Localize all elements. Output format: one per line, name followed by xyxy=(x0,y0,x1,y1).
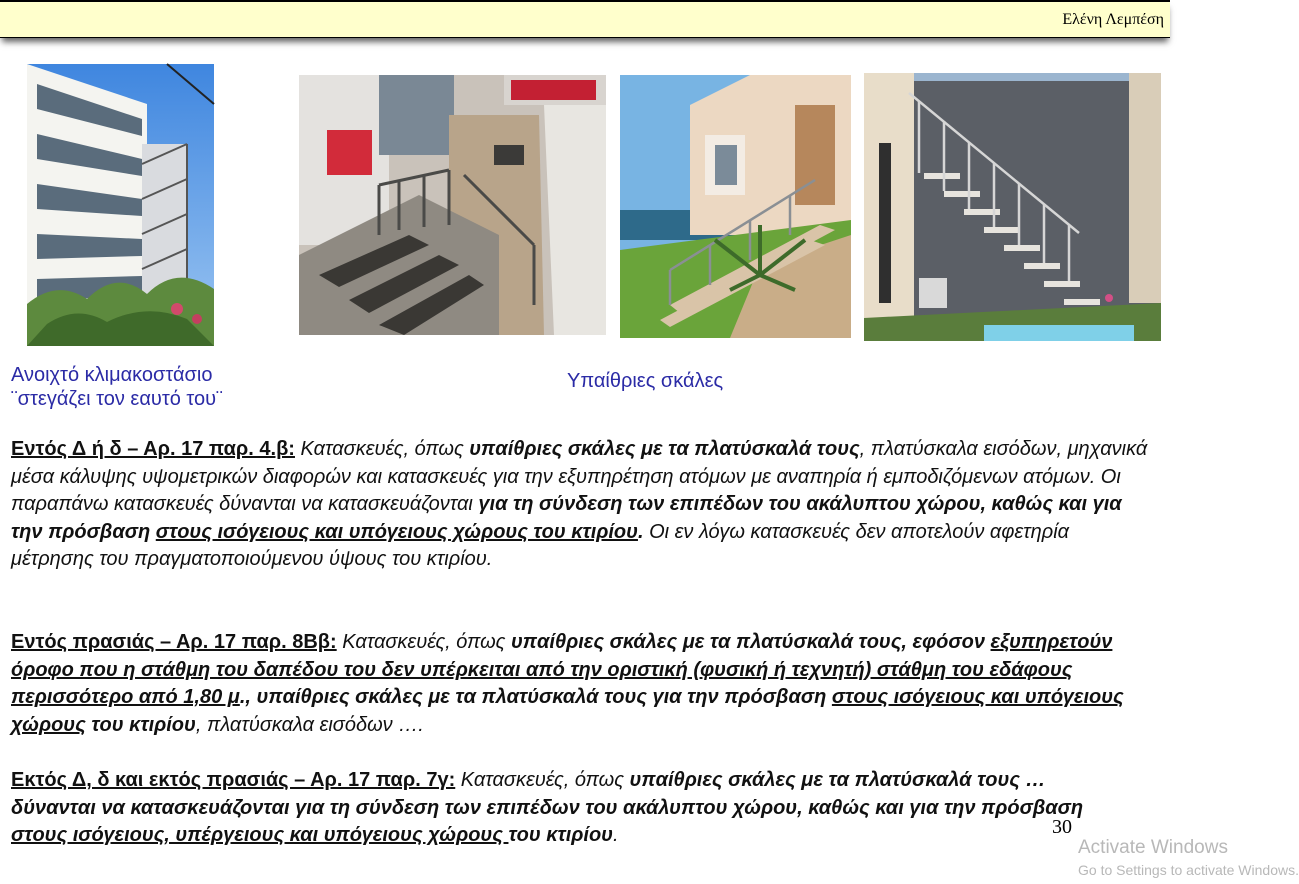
bold-text-run: υπαίθριες σκάλες με τα πλατύσκαλά τους xyxy=(469,438,860,460)
bold-text-run: του κτιρίου xyxy=(508,824,613,846)
text-run: Οι εν λόγω κατασκευές δεν αποτελούν αφετηρία μέτρησης του πραγματοποιούμενου ύψους του κτιρίου. xyxy=(11,520,1070,570)
bold-text-run: υπαίθριες σκάλες με τα πλατύσκαλά τους, εφόσον xyxy=(510,631,991,653)
text-run: , πλατύσκαλα εισόδων …. xyxy=(195,713,424,736)
paragraph-zone-d xyxy=(11,436,1151,574)
header-bar xyxy=(0,0,1170,38)
activation-watermark xyxy=(1078,836,1299,880)
underlined-text-run: στους ισόγειους, υπέργειους και υπόγειους χώρους xyxy=(11,824,509,846)
text-run: Κατασκευές, όπως xyxy=(336,631,511,653)
text-run: . xyxy=(613,824,619,846)
paragraph-outside-zone xyxy=(11,767,1131,850)
author-name: Ελένη Λεμπέση xyxy=(1062,11,1164,28)
text-run: , πλατύσκαλα εισόδων, μηχανικά μέσα κάλυψης υψομετρικών διαφορών και κατασκευές για την εξυπηρέτηση ατόμων με αναπηρία ή εμποδιζόμενων ατόμων. Οι παραπάνω κατασκευές δύνανται να κατασκευάζονται xyxy=(11,438,1148,515)
text-run: Κατασκευές, όπως xyxy=(294,438,470,460)
paragraph-prasia xyxy=(11,629,1151,739)
caption-open-staircase-line1: Ανοιχτό κλιμακοστάσιο xyxy=(11,364,213,386)
underlined-text-run: στους ισόγειους και υπόγειους χώρους του κτιρίου xyxy=(155,520,638,543)
bold-text-run: . xyxy=(637,520,644,543)
open-staircase-building-photo xyxy=(27,64,214,346)
paragraph-heading: Εκτός Δ, δ και εκτός πρασιάς – Αρ. 17 παρ. 7γ: xyxy=(11,769,456,791)
underlined-text-run: εξυπηρετούν όροφο που η στάθμη του δαπέδου του δεν υπέρκειται από την οριστική (φυσική ή τεχνητή) στάθμη του εδάφους περισσότερο από 1,80 μ xyxy=(11,631,1113,708)
cantilever-wall-stairs-photo xyxy=(864,73,1161,341)
text-run: Κατασκευές, όπως xyxy=(455,769,630,791)
caption-open-staircase xyxy=(11,363,223,411)
paragraph-heading: Εντός Δ ή δ – Αρ. 17 παρ. 4.β: xyxy=(11,438,295,460)
page-number: 30 xyxy=(1052,816,1072,838)
paragraph-heading: Εντός πρασιάς – Αρ. 17 παρ. 8Ββ: xyxy=(11,631,337,653)
caption-outdoor-stairs: Υπαίθριες σκάλες xyxy=(567,370,724,392)
bold-text-run: του κτιρίου xyxy=(85,713,196,736)
bold-text-run: για τη σύνδεση των επιπέδων του ακάλυπτου χώρου, καθώς και για την πρόσβαση xyxy=(11,493,1122,543)
watermark-subtitle: Go to Settings to activate Windows. xyxy=(1078,862,1299,878)
underlined-text-run: στους ισόγειους και υπόγειους χώρους xyxy=(11,686,1124,736)
villa-garden-stairs-photo xyxy=(620,75,851,338)
caption-open-staircase-line2: ¨στεγάζει τον εαυτό του¨ xyxy=(11,388,223,410)
bold-text-run: ., υπαίθριες σκάλες με τα πλατύσκαλά τους για την πρόσβαση xyxy=(239,686,832,708)
descending-outdoor-stairs-photo xyxy=(299,75,606,335)
bold-text-run: υπαίθριες σκάλες με τα πλατύσκαλά τους … δύνανται να κατασκευάζονται για τη σύνδεση των επιπέδων του ακάλυπτου χώρου, καθώς και για την πρόσβαση xyxy=(11,769,1084,819)
watermark-title: Activate Windows xyxy=(1078,837,1228,858)
